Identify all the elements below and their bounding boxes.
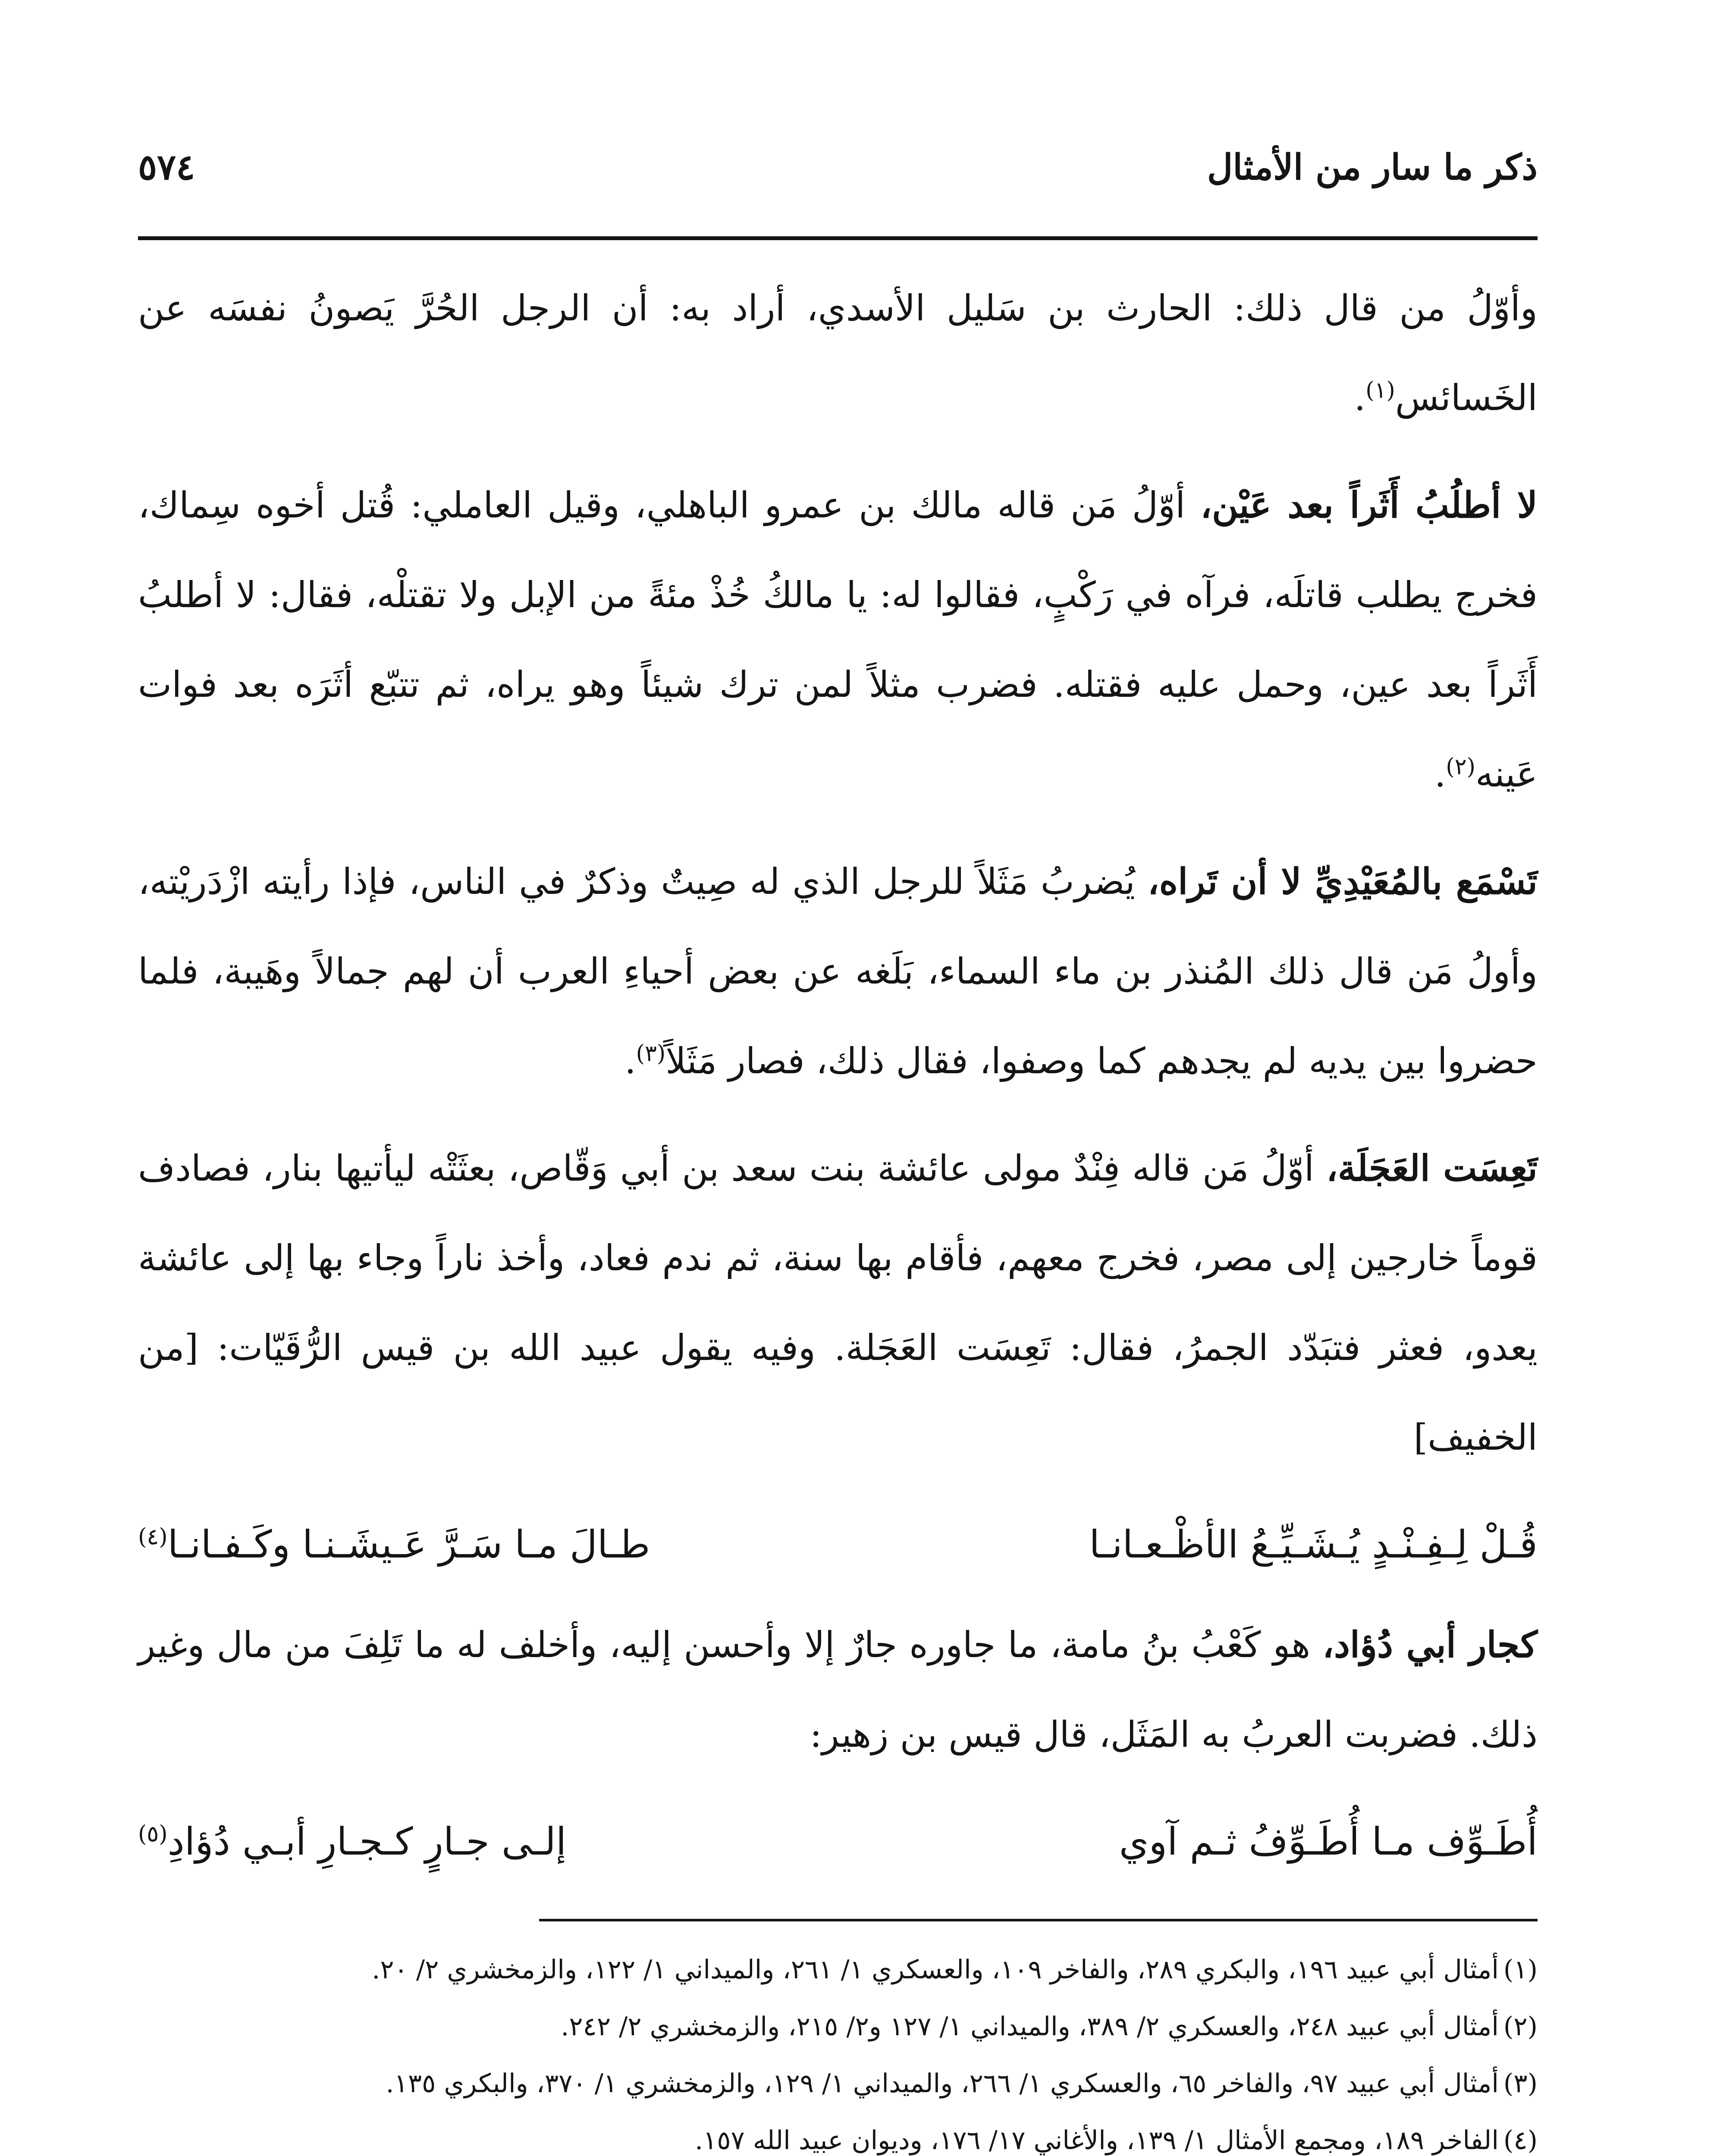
running-head [138,121,1538,207]
footnote-ref: (٣) [636,1040,666,1067]
footnote [138,2115,1538,2156]
running-head-title: ذكر ما سار من الأمثال [1207,147,1538,188]
footnote [138,2059,1538,2109]
footnote-number: (٢) [1503,2012,1538,2042]
footnote-ref: (٥) [138,1821,168,1847]
paragraph-text: أوّلُ مَن قاله فِنْدٌ مولى عائشة بنت سعد بن أبي وَقّاص، بعثَتْه ليأتيها بنار، فصادف قوماً خارجين إلى مصر، فخرج معهم، فأقام بها سنة، ثم ندم فعاد، وأخذ ناراً وجاء بها إلى عائشة يعدو، فعثر فتبَدّد الجمرُ، فقال: تَعِسَت العَجَلة. وفيه يقول عبيد الله بن قيس الرُّقَيّات: [من الخفيف] [138,1147,1538,1458]
footnote-ref: (٤) [138,1524,168,1550]
proverb-headword: تَسْمَع بالمُعَيْدِيِّ لا أن تَراه، [1147,860,1538,903]
paragraph-proverb-jar [138,1600,1538,1780]
footnote-ref: (٢) [1446,754,1475,780]
footnote-number: (٣) [1503,2068,1538,2099]
paragraph-tail: . [1434,753,1446,795]
paragraph-text: هو كَعْبُ بنُ مامة، ما جاوره جارٌ إلا وأحسن إليه، وأخلف له ما تَلِفَ من مال وغير ذلك. فضربت العربُ به المَثَل، قال قيس بن زهير: [138,1624,1538,1755]
footnote-text: أمثال أبي عبيد ١٩٦، والبكري ٢٨٩، والفاخر ١٠٩، والعسكري ١/ ٢٦١، والميداني ١/ ١٢٢، والزمخشري ٢/ ٢٠. [372,1955,1499,1985]
verse-second-hemistich [138,1797,566,1887]
paragraph-proverb-ajala [138,1123,1538,1482]
footnote-text: أمثال أبي عبيد ٢٤٨، والعسكري ٢/ ٣٨٩، والميداني ١/ ١٢٧ و٢/ ٢١٥، والزمخشري ٢/ ٢٤٢. [561,2012,1499,2042]
footnote-rule [539,1919,1538,1921]
verse-qays [138,1797,1538,1887]
paragraph-proverb-muaydi [138,837,1538,1106]
paragraph-tail: . [625,1040,636,1082]
footnote-number: (١) [1503,1955,1538,1985]
header-rule [138,236,1538,240]
footnotes [138,1945,1538,2156]
paragraph-proverb-athar [138,460,1538,819]
footnote [138,1945,1538,1995]
verse-fanid [138,1500,1538,1589]
paragraph-text: وأوّلُ من قال ذلك: الحارث بن سَليل الأسدي، أراد به: أن الرجل الحُرَّ يَصونُ نفسَه عن الخَسائس [138,287,1538,419]
footnote-text: الفاخر ١٨٩، ومجمع الأمثال ١/ ١٣٩، والأغاني ١٧/ ١٧٦، وديوان عبيد الله ١٥٧. [694,2125,1499,2156]
paragraph-origin-haris [138,263,1538,443]
paragraph-text: يُضربُ مَثَلاً للرجل الذي له صِيتٌ وذكرٌ في الناس، فإذا رأيته ازْدَريْته، وأولُ مَن قال ذلك المُنذر بن ماء السماء، بَلَغه عن بعض أحياءِ العرب أن لهم جمالاً وهَيبة، فلما حضروا بين يديه لم يجدهم كما وصفوا، فقال ذلك، فصار مَثَلاً [138,861,1538,1082]
verse-first-hemistich: قُـلْ لِـفِـنْـدٍ يُـشَـيِّـعُ الأظْـعـانـا [1089,1522,1538,1567]
footnote [138,2002,1538,2052]
verse-first-hemistich: أُطَـوِّف مـا أُطَـوِّفُ ثـم آوي [1119,1819,1538,1864]
footnote-text: أمثال أبي عبيد ٩٧، والفاخر ٦٥، والعسكري ١/ ٢٦٦، والميداني ١/ ١٢٩، والزمخشري ١/ ٣٧٠، والبكري ١٣٥. [386,2068,1499,2099]
page-number: ٥٧٤ [138,147,195,188]
paragraph-tail: . [1354,377,1366,419]
verse-second-hemistich [138,1500,650,1589]
proverb-headword: تَعِسَت العَجَلَة، [1326,1147,1538,1189]
proverb-headword: كجار أبي دُؤاد، [1322,1623,1538,1666]
main-text [138,263,1538,1897]
verse-second-text: إلـى جـارٍ كـجـارِ أبـي دُؤادِ [167,1819,567,1864]
footnote-ref: (١) [1365,377,1395,404]
proverb-headword: لا أطلُبُ أَثَراً بعد عَيْن، [1200,484,1538,526]
verse-second-text: طـالَ مـا سَـرَّ عَـيشَـنـا وكَـفـانـا [167,1522,650,1567]
paragraph-text: أوّلُ مَن قاله مالك بن عمرو الباهلي، وقيل العاملي: قُتل أخوه سِماك، فخرج يطلب قاتلَه، فرآه في رَكْبٍ، فقالوا له: يا مالكُ خُذْ مئةً من الإبل ولا تقتلْه، فقال: لا أطلبُ أَثَراً بعد عين، وحمل عليه فقتله. فضرب مثلاً لمن ترك شيئاً وهو يراه، ثم تتبّع أثَرَه بعد فوات عَينه [138,484,1538,795]
footnote-number: (٤) [1503,2125,1538,2156]
